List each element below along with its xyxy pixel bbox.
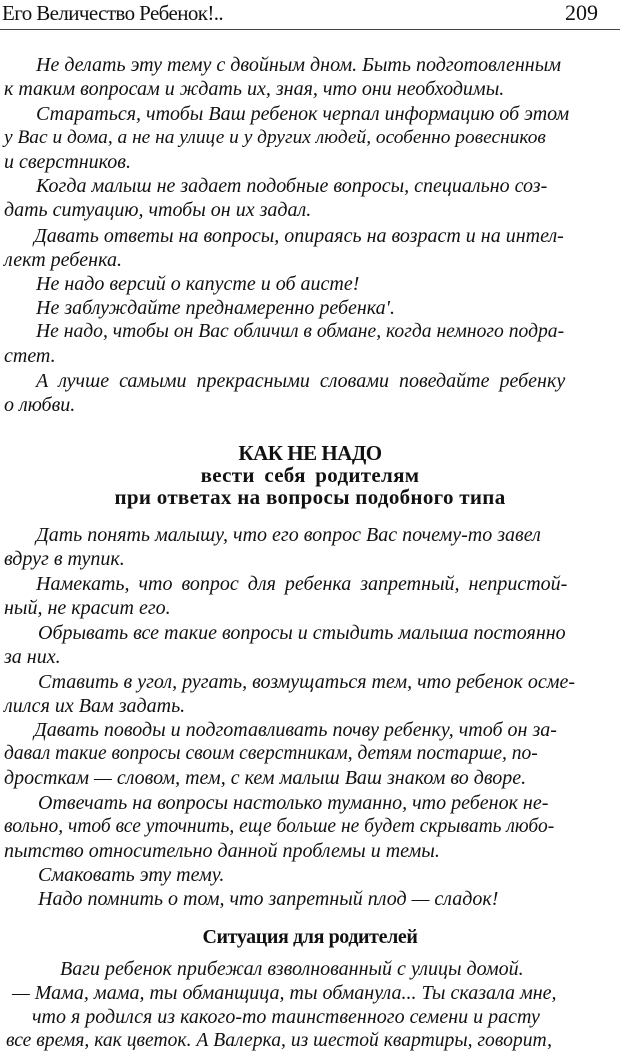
paragraph-line: Дать понять малышу, что его вопрос Вас почему-то завел	[36, 524, 541, 546]
section-heading-line: вести себя родителям	[200, 463, 420, 487]
paragraph-line: Отвечать на вопросы настолько туманно, что ребенок не-	[38, 792, 549, 814]
paragraph-line: Обрывать все такие вопросы и стыдить малыша постоянно	[38, 622, 566, 644]
paragraph-line: Не заблуждайте преднамеренно ребенка'.	[36, 297, 395, 319]
section-heading-line: КАК НЕ НАДО	[238, 441, 382, 465]
paragraph-line: Ваги ребенок прибежал взволнованный с улицы домой.	[60, 958, 524, 980]
running-header-title: Его Величество Ребенок!..	[2, 1, 224, 25]
header-rule	[0, 29, 620, 30]
paragraph-line: Не надо, чтобы он Вас обличил в обмане, когда немного подра-	[36, 321, 565, 342]
paragraph-line: Давать поводы и подготавливать почву ребенку, чтоб он за-	[34, 719, 557, 741]
paragraph-line: Не делать эту тему с двойным дном. Быть подготовленным	[36, 54, 562, 76]
paragraph-line: лект ребенка.	[4, 249, 122, 271]
paragraph-line: пытство относительно данной проблемы и темы.	[4, 840, 440, 862]
paragraph-line: давал такие вопросы своим сверстникам, детям постарше, по-	[4, 743, 538, 764]
paragraph-line: о любви.	[4, 394, 76, 416]
paragraph-line: стет.	[4, 345, 56, 367]
paragraph-line: Когда малыш не задает подобные вопросы, специально соз-	[36, 175, 548, 197]
paragraph-line: все время, как цветок. А Валерка, из шестой квартиры, говорит,	[6, 1030, 553, 1051]
paragraph-line: к таким вопросам и ждать их, зная, что они необходимы.	[4, 78, 505, 100]
paragraph-line: у Вас и дома, а не на улице и у других людей, особенно ровесников	[4, 127, 546, 148]
page-number: 209	[565, 0, 598, 25]
section-heading: Ситуация для родителей	[202, 926, 418, 948]
paragraph-line: вольно, чтоб все уточнить, еще больше не будет скрывать любо-	[4, 816, 555, 837]
paragraph-line: Намекать, что вопрос для ребенка запретный, непристой-	[36, 573, 568, 595]
paragraph-line: Надо помнить о том, что запретный плод — сладок!	[38, 888, 499, 910]
paragraph-line: А лучше самыми прекрасными словами поведайте ребенку	[36, 370, 566, 392]
paragraph-line: Давать ответы на вопросы, опираясь на возраст и на интел-	[34, 225, 564, 247]
paragraph-line: Ставить в угол, ругать, возмущаться тем, что ребенок осме-	[38, 671, 576, 693]
paragraph-line: дать ситуацию, чтобы он их задал.	[4, 199, 312, 221]
paragraph-line: за них.	[4, 646, 61, 668]
paragraph-line: Стараться, чтобы Ваш ребенок черпал информацию об этом	[36, 103, 570, 125]
paragraph-line: — Мама, мама, ты обманщица, ты обманула... Ты сказала мне,	[12, 982, 557, 1004]
paragraph-line: что я родился из какого-то таинственного семени и расту	[32, 1006, 540, 1028]
paragraph-line: вдруг в тупик.	[4, 548, 125, 570]
paragraph-line: дросткам — словом, тем, с кем малыш Ваш знаком во дворе.	[4, 767, 527, 789]
paragraph-line: Смаковать эту тему.	[38, 864, 225, 886]
paragraph-line: лился их Вам задать.	[4, 695, 186, 717]
paragraph-line: ный, не красит его.	[4, 597, 171, 619]
paragraph-line: Не надо версий о капусте и об аисте!	[36, 273, 360, 295]
section-heading-line: при ответах на вопросы подобного типа	[114, 485, 506, 509]
paragraph-line: и сверстников.	[4, 151, 131, 173]
